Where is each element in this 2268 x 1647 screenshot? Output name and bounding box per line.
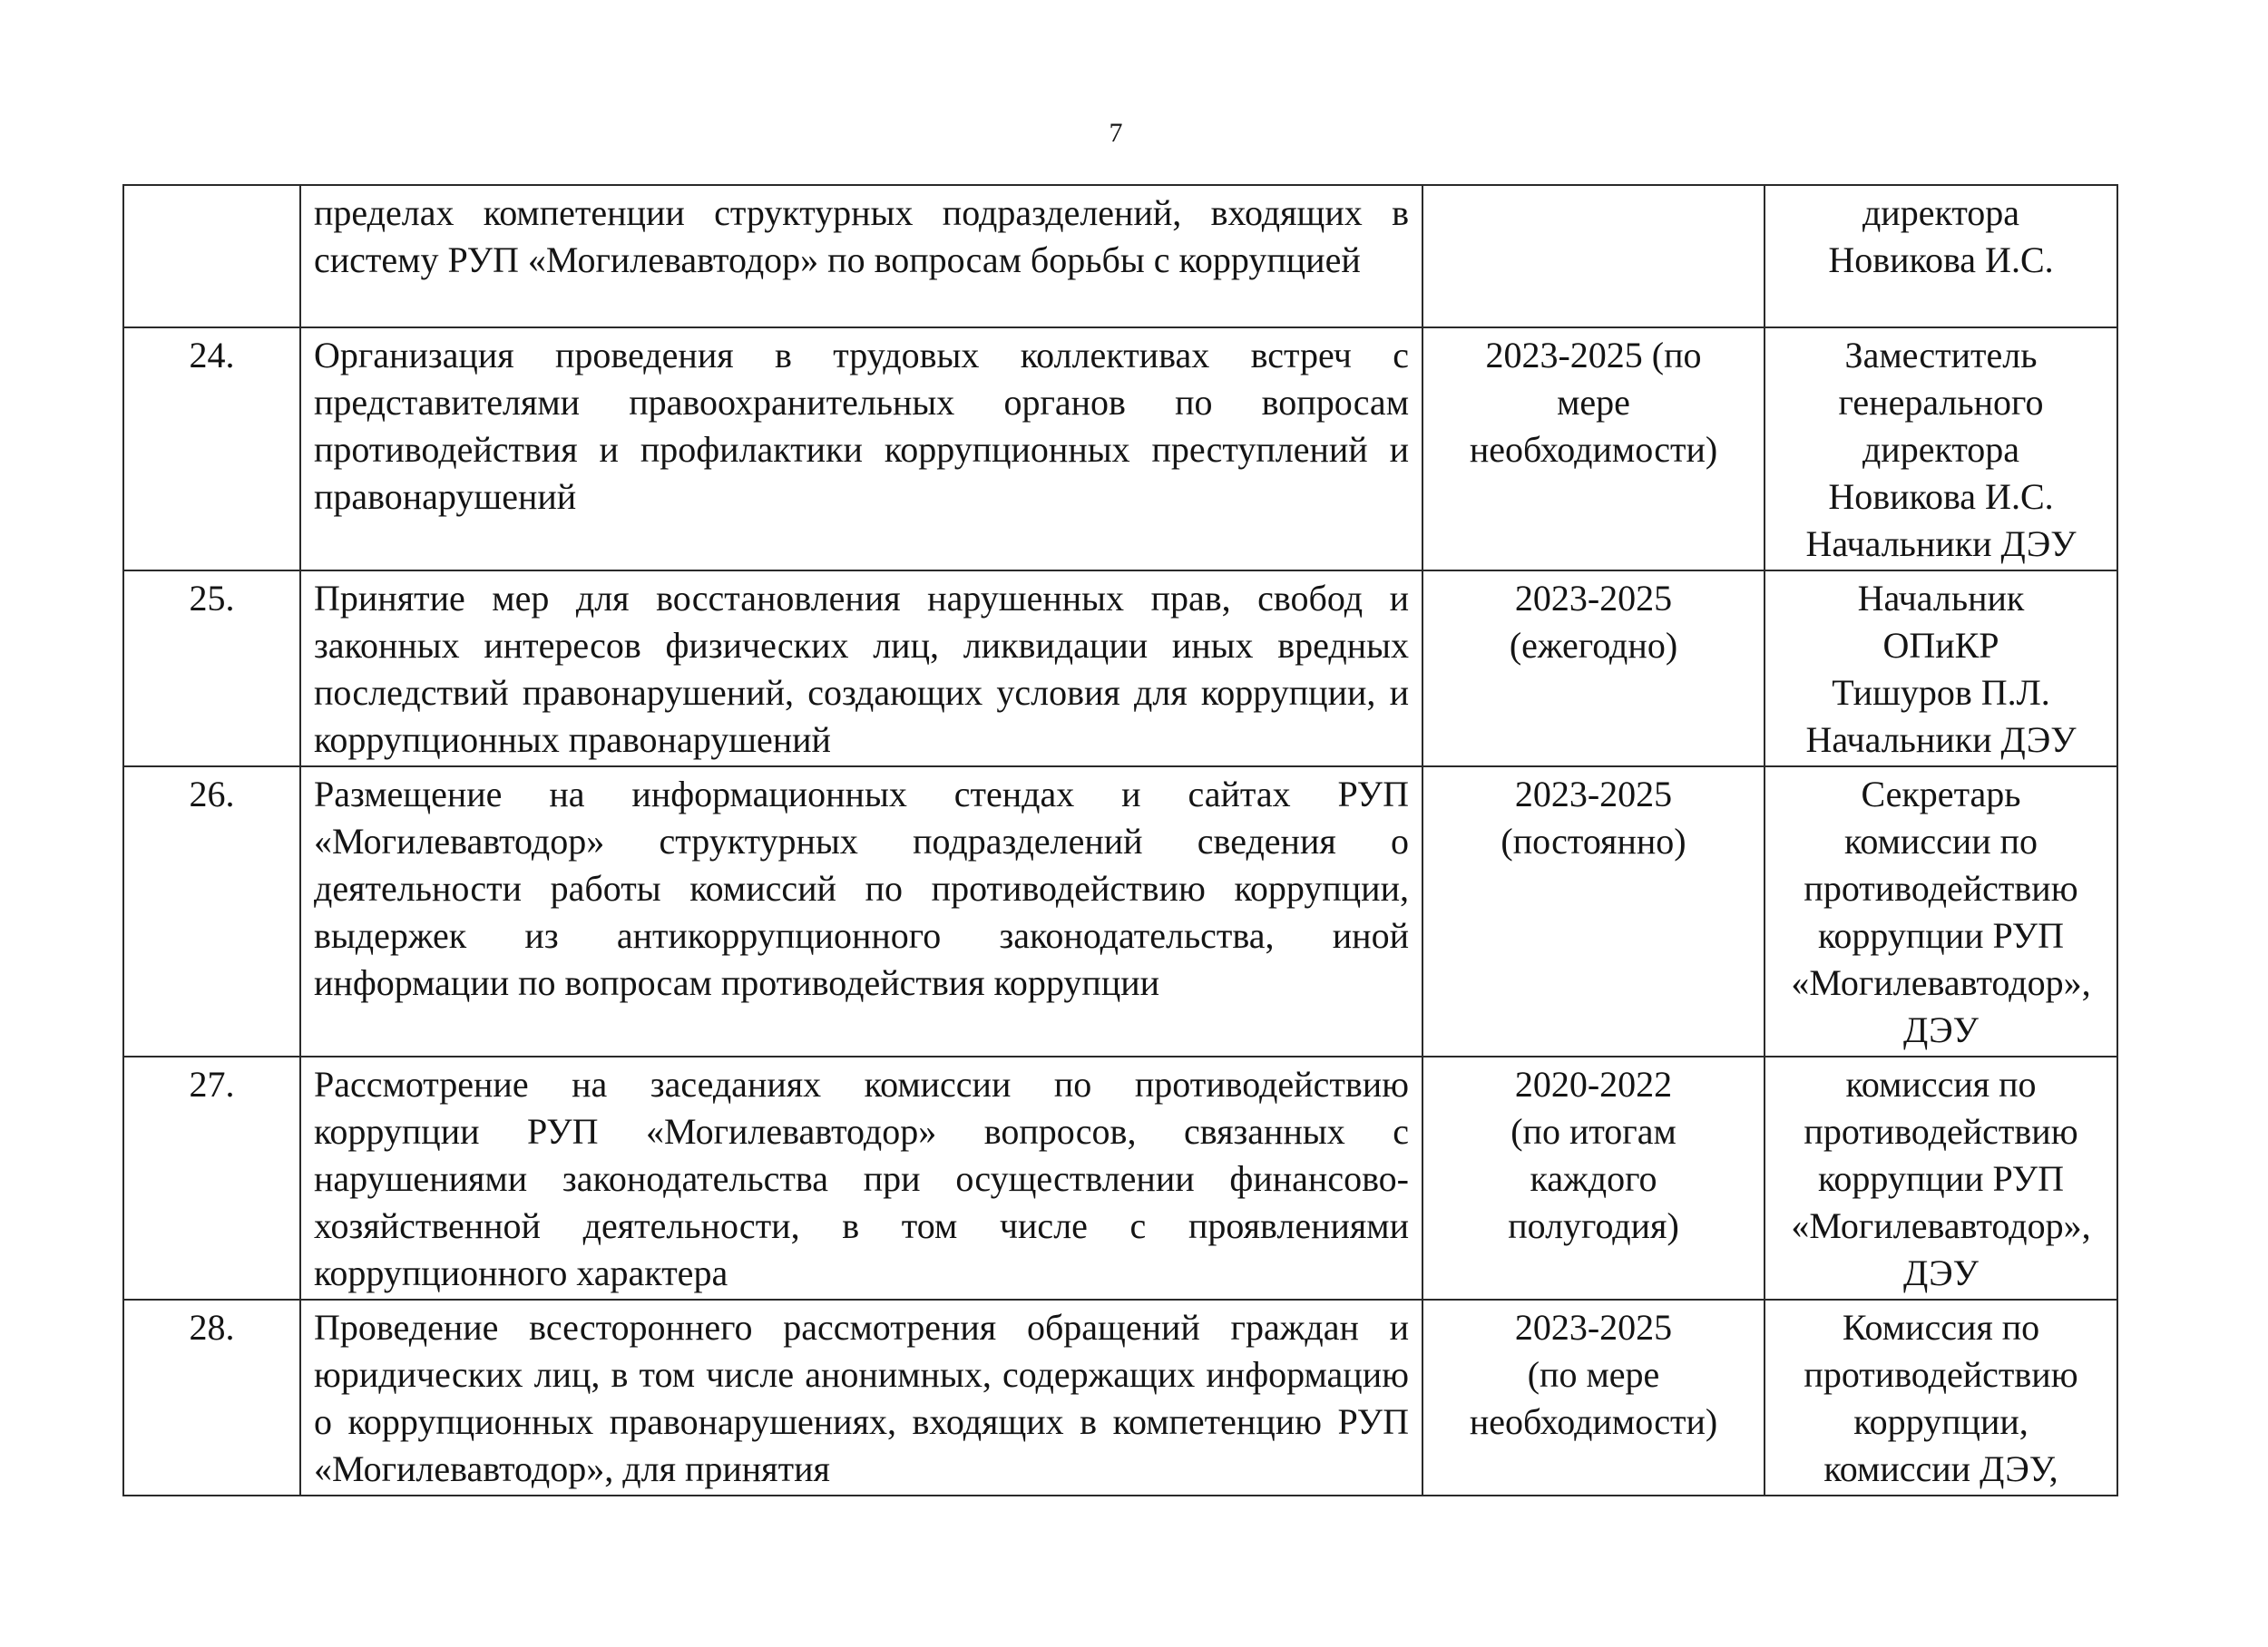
table-row [123, 766, 2117, 1057]
deadline-line: (ежегодно) [1509, 625, 1678, 666]
responsible-line: директора [1862, 192, 2020, 233]
measures-table-body [123, 185, 2117, 1496]
responsible-line: Новикова И.С. [1828, 239, 2054, 280]
deadline-line: каждого [1530, 1158, 1657, 1199]
row-number-cell: 24. [123, 327, 300, 570]
responsible-line: Начальники ДЭУ [1805, 523, 2077, 564]
responsible-line: противодействию [1804, 868, 2078, 909]
measure-description-cell: Рассмотрение на заседаниях комиссии по противодействию коррупции РУП «Могилевавтодор» вопросов, связанных с нарушениями законодательства при осуществлении финансово-хозяйственной деятельности, в том числе с проявлениями коррупционного характера [300, 1057, 1422, 1300]
deadline-line: необходимости) [1469, 1401, 1718, 1442]
responsible-line: ОПиКР [1882, 625, 1999, 666]
deadline-line: (постоянно) [1501, 821, 1686, 862]
deadline-line: полугодия) [1508, 1205, 1679, 1246]
deadline-line: 2023-2025 [1514, 1307, 1673, 1348]
measure-description-cell: Организация проведения в трудовых коллективах встреч с представителями правоохранительных органов по вопросам противодействия и профилактики коррупционных преступлений и правонарушений [300, 327, 1422, 570]
table-row [123, 1057, 2117, 1300]
responsible-line: ДЭУ [1902, 1252, 1979, 1293]
responsible-line: директора [1862, 429, 2020, 470]
page-number: 7 [1109, 118, 1123, 148]
deadline-cell [1422, 327, 1765, 570]
deadline-cell [1422, 1057, 1765, 1300]
measure-description-cell: пределах компетенции структурных подразделений, входящих в систему РУП «Могилевавтодор» по вопросам борьбы с коррупцией [300, 185, 1422, 327]
responsible-line: Тишуров П.Л. [1832, 672, 2050, 713]
responsible-line: коррупции РУП [1818, 1158, 2064, 1199]
measure-description-cell: Размещение на информационных стендах и сайтах РУП «Могилевавтодор» структурных подразделений сведения о деятельности работы комиссий по противодействию коррупции, выдержек из антикоррупционного законодательства, иной информации по вопросам противодействия коррупции [300, 766, 1422, 1057]
deadline-line: 2023-2025 [1514, 578, 1673, 619]
responsible-cell [1765, 766, 2117, 1057]
deadline-line: 2023-2025 [1514, 774, 1673, 814]
row-number-cell: 25. [123, 570, 300, 766]
responsible-line: Начальники ДЭУ [1805, 719, 2077, 760]
table-row [123, 327, 2117, 570]
responsible-line: «Могилевавтодор», [1791, 1205, 2091, 1246]
deadline-cell [1422, 1300, 1765, 1496]
deadline-line: 2023-2025 (по [1485, 335, 1702, 375]
responsible-line: комиссия по [1845, 1064, 2037, 1105]
responsible-line: Заместитель [1844, 335, 2038, 375]
responsible-cell [1765, 570, 2117, 766]
responsible-cell [1765, 327, 2117, 570]
table-row [123, 185, 2117, 327]
responsible-line: противодействию [1804, 1111, 2078, 1152]
measure-description-cell: Принятие мер для восстановления нарушенных прав, свобод и законных интересов физических лиц, ликвидации иных вредных последствий правонарушений, создающих условия для коррупции, и коррупционных правонарушений [300, 570, 1422, 766]
responsible-line: комиссии по [1843, 821, 2038, 862]
responsible-line: ДЭУ [1902, 1009, 1979, 1050]
measures-table [122, 184, 2118, 1496]
deadline-cell [1422, 570, 1765, 766]
responsible-cell [1765, 1057, 2117, 1300]
deadline-line: (по итогам [1510, 1111, 1677, 1152]
responsible-cell [1765, 1300, 2117, 1496]
responsible-line: Комиссия по [1842, 1307, 2040, 1348]
responsible-line: Новикова И.С. [1828, 476, 2054, 517]
responsible-line: противодействию [1804, 1354, 2078, 1395]
responsible-line: комиссии ДЭУ, [1823, 1448, 2058, 1489]
responsible-line: коррупции РУП [1818, 915, 2064, 956]
row-number-cell [123, 185, 300, 327]
table-row [123, 570, 2117, 766]
responsible-line: Начальник [1857, 578, 2025, 619]
deadline-cell [1422, 766, 1765, 1057]
deadline-line: мере [1557, 382, 1630, 423]
responsible-line: «Могилевавтодор», [1791, 962, 2091, 1003]
table-row [123, 1300, 2117, 1496]
row-number-cell: 26. [123, 766, 300, 1057]
responsible-line: Секретарь [1861, 774, 2021, 814]
responsible-line: генерального [1838, 382, 2044, 423]
deadline-cell [1422, 185, 1765, 327]
row-number-cell: 28. [123, 1300, 300, 1496]
measure-description-cell: Проведение всестороннего рассмотрения обращений граждан и юридических лиц, в том числе анонимных, содержащих информацию о коррупционных правонарушениях, входящих в компетенцию РУП «Могилевавтодор», для принятия [300, 1300, 1422, 1496]
responsible-line: коррупции, [1853, 1401, 2028, 1442]
deadline-line: необходимости) [1469, 429, 1718, 470]
row-number-cell: 27. [123, 1057, 300, 1300]
deadline-line: (по мере [1527, 1354, 1660, 1395]
deadline-line: 2020-2022 [1514, 1064, 1673, 1105]
responsible-cell [1765, 185, 2117, 327]
